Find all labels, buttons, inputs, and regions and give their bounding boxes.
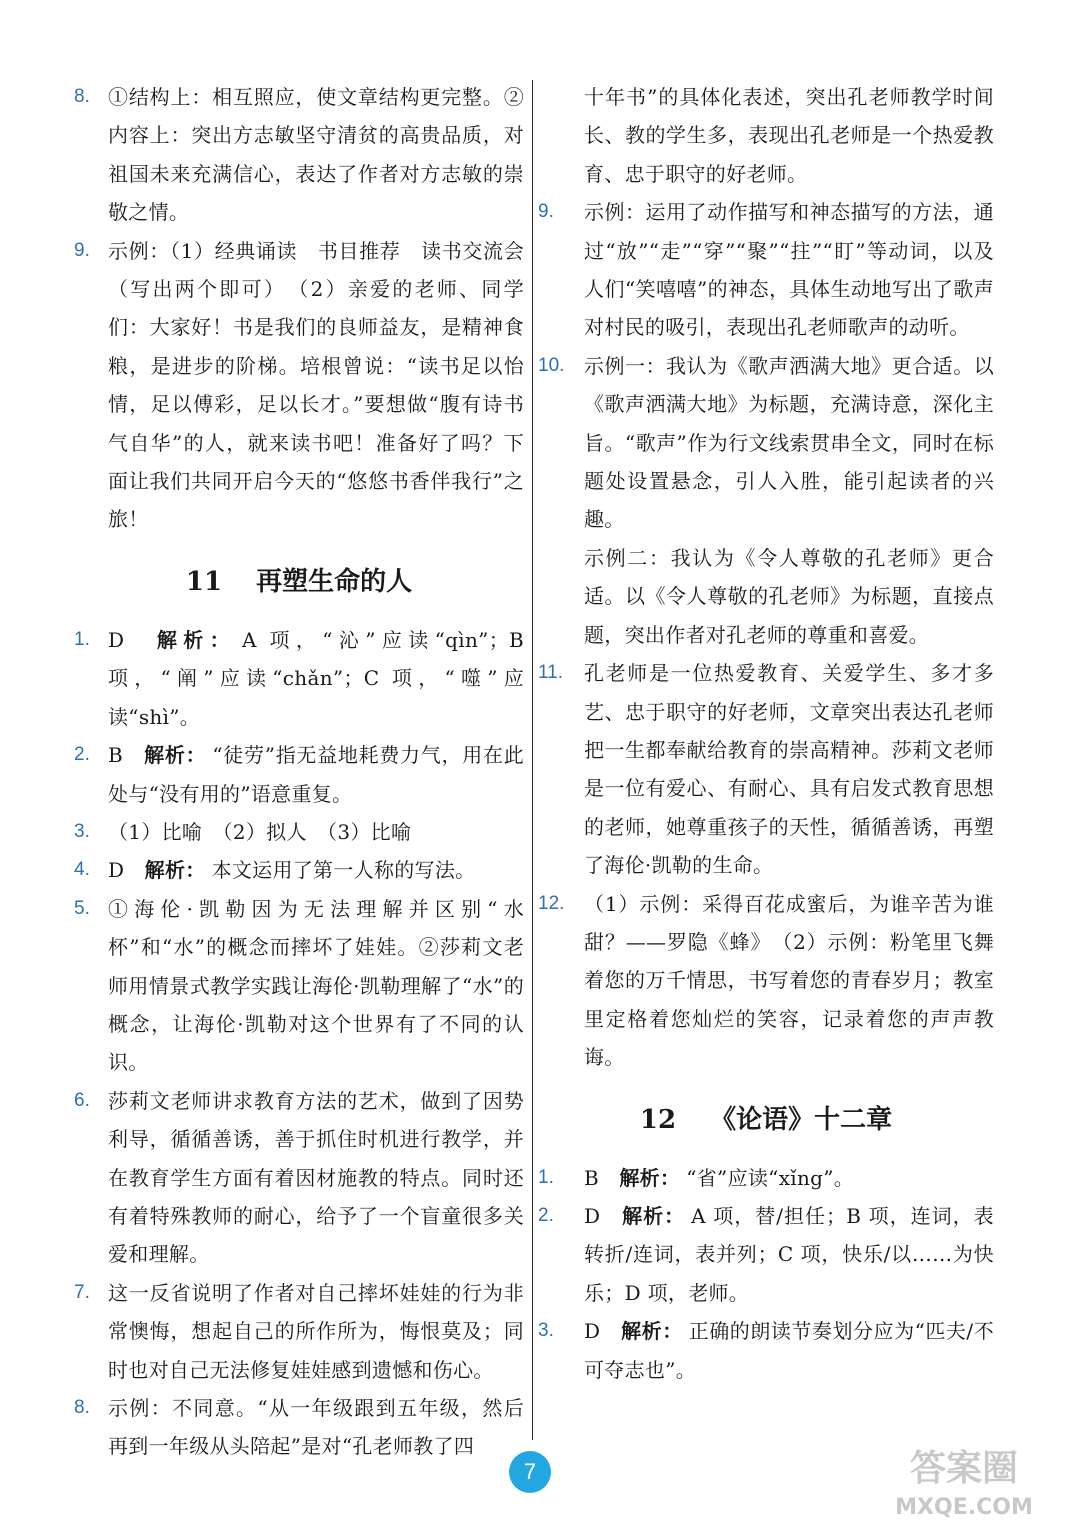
answer-item xyxy=(538,1197,994,1312)
answer-choice: D xyxy=(108,858,125,883)
item-text: ①海伦·凯勒因为无法理解并区别“水杯”和“水”的概念而摔坏了娃娃。②莎莉文老师用情景式教学实践让海伦·凯勒理解了“水”的概念，让海伦·凯勒对这个世界有了不同的认识。 xyxy=(108,896,524,1075)
answer-item-11 xyxy=(538,654,994,884)
item-text: 示例：不同意。“从一年级跟到五年级，然后再到一年级从头陪起”是对“孔老师教了四 xyxy=(108,1396,524,1459)
answer-choice: D xyxy=(108,627,125,652)
answer-choice: D xyxy=(584,1203,601,1228)
item-text: 示例一：我认为《歌声洒满大地》更合适。以《歌声洒满大地》为标题，充满诗意，深化主旨。“歌声”作为行文线索贯串全文，同时在标题处设置悬念，引人入胜，能引起读者的兴趣。 xyxy=(584,353,994,532)
answer-item-8 xyxy=(74,78,524,232)
item-text: 这一反省说明了作者对自己摔坏娃娃的行为非常懊悔，想起自己的所作所为，悔恨莫及；同时也对自己无法修复娃娃感到遗憾和伤心。 xyxy=(108,1280,524,1382)
column-divider xyxy=(532,80,533,1440)
answer-item-9 xyxy=(538,193,994,347)
analysis-label: 解析： xyxy=(144,858,206,883)
answer-item xyxy=(74,1274,524,1389)
item-number: 9. xyxy=(74,239,90,261)
item-number: 1. xyxy=(74,628,90,650)
example-two-text: 示例二：我认为《令人尊敬的孔老师》更合适。以《令人尊敬的孔老师》为标题，直接点题，突出作者对孔老师的尊重和喜爱。 xyxy=(584,545,994,647)
item-number: 10. xyxy=(538,354,565,376)
answer-item xyxy=(538,1159,994,1197)
item-text: “徒劳”指无益地耗费力气，用在此处与“没有用的”语意重复。 xyxy=(108,743,524,806)
answer-item xyxy=(538,1312,994,1389)
watermark-logo xyxy=(876,1438,1052,1526)
item-text: A 项，替/担任；B 项，连词，表转折/连词，表并列；C 项，快乐/以……为快乐；D 项，老师。 xyxy=(584,1203,994,1305)
section-number: 12 xyxy=(639,1104,677,1135)
answer-choice: B xyxy=(584,1165,599,1190)
answer-item xyxy=(74,1389,524,1466)
answer-item-9 xyxy=(74,232,524,539)
answer-item-10 xyxy=(538,347,994,539)
answer-item-12 xyxy=(538,885,994,1077)
analysis-label: 解析： xyxy=(156,627,236,652)
section-number: 11 xyxy=(185,566,223,597)
answer-item xyxy=(74,736,524,813)
item-text: 示例：运用了动作描写和神态描写的方法，通过“放”“走”“穿”“聚”“拄”“盯”等动词，以及人们“笑嘻嘻”的神态，具体生动地写出了歌声对村民的吸引，表现出孔老师歌声的动听。 xyxy=(584,200,994,340)
analysis-label: 解析： xyxy=(622,1203,686,1228)
answer-item xyxy=(74,813,524,851)
watermark-line1: 答案圈 xyxy=(909,1448,1019,1489)
item-number: 12. xyxy=(538,892,565,914)
item-text: A 项，“沁”应读“qìn”；B 项，“阐”应读“chǎn”；C 项，“噬”应读“shì”。 xyxy=(108,627,524,729)
answer-item xyxy=(74,851,524,889)
item-text: ①结构上：相互照应，使文章结构更完整。②内容上：突出方志敏坚守清贫的高贵品质，对祖国未来充满信心，表达了作者对方志敏的崇敬之情。 xyxy=(108,85,524,225)
item-number: 1. xyxy=(538,1166,554,1188)
item-number: 2. xyxy=(538,1204,554,1226)
item-number: 2. xyxy=(74,744,90,766)
right-column xyxy=(538,78,994,1389)
left-column xyxy=(74,78,524,1466)
item-number: 7. xyxy=(74,1281,90,1303)
item-number: 11. xyxy=(538,662,564,684)
item-number: 6. xyxy=(74,1089,90,1111)
section-heading-12 xyxy=(538,1101,994,1139)
continued-text: 十年书”的具体化表述，突出孔老师教学时间长、教的学生多，表现出孔老师是一个热爱教育、忠于职守的好老师。 xyxy=(584,85,994,186)
analysis-label: 解析： xyxy=(621,1319,683,1344)
section-title: 再塑生命的人 xyxy=(256,566,413,597)
analysis-label: 解析： xyxy=(144,743,207,768)
answer-item xyxy=(74,1082,524,1274)
item-text: 示例：（1）经典诵读 书目推荐 读书交流会（写出两个即可） （2）亲爱的老师、同学们：大家好！书是我们的良师益友，是精神食粮，是进步的阶梯。培根曾说：“读书足以怡情，足以傅彩，足以长才。”要想做“腹有诗书气自华”的人，就来读书吧！准备好了吗？下面让我们共同开启今天的“悠悠书香伴我行”之旅！ xyxy=(108,238,524,532)
item-number: 9. xyxy=(538,201,554,223)
section-heading-11 xyxy=(74,563,524,601)
item-number: 8. xyxy=(74,86,90,107)
answer-item xyxy=(74,621,524,736)
item-text: “省”应读“xǐng”。 xyxy=(686,1165,855,1190)
answer-choice: B xyxy=(108,743,123,768)
item-text: 莎莉文老师讲求教育方法的艺术，做到了因势利导，循循善诱，善于抓住时机进行教学，并在教育学生方面有着因材施教的特点。同时还有着特殊教师的耐心，给予了一个盲童很多关爱和理解。 xyxy=(108,1088,524,1267)
watermark-line2: MXQE.COM xyxy=(895,1495,1033,1520)
answer-item xyxy=(74,890,524,1082)
item-number: 3. xyxy=(538,1320,554,1342)
item-text: 本文运用了第一人称的写法。 xyxy=(211,858,476,883)
item-number: 8. xyxy=(74,1397,90,1418)
item-text: 正确的朗读节奏划分应为“匹夫/不可夺志也”。 xyxy=(584,1319,995,1382)
page-number-badge: 7 xyxy=(509,1451,551,1493)
item-text: （1）示例：采得百花成蜜后，为谁辛苦为谁甜？——罗隐《蜂》 （2）示例：粉笔里飞舞着您的万千情思，书写着您的青春岁月；教室里定格着您灿烂的笑容，记录着您的声声教诲。 xyxy=(584,891,994,1070)
answer-choice: D xyxy=(584,1319,601,1344)
item-number: 4. xyxy=(74,859,90,881)
item-number: 3. xyxy=(74,820,90,842)
item-text: 孔老师是一位热爱教育、关爱学生、多才多艺、忠于职守的好老师，文章突出表达孔老师把一生都奉献给教育的崇高精神。莎莉文老师是一位有爱心、有耐心、具有启发式教育思想的老师，她尊重孩子的天性，循循善诱，再塑了海伦·凯勒的生命。 xyxy=(584,661,994,878)
section-title: 《论语》十二章 xyxy=(710,1104,893,1135)
analysis-label: 解析： xyxy=(619,1165,681,1190)
item-text: （1）比喻 （2）拟人 （3）比喻 xyxy=(108,819,412,844)
item-number: 5. xyxy=(74,897,90,919)
